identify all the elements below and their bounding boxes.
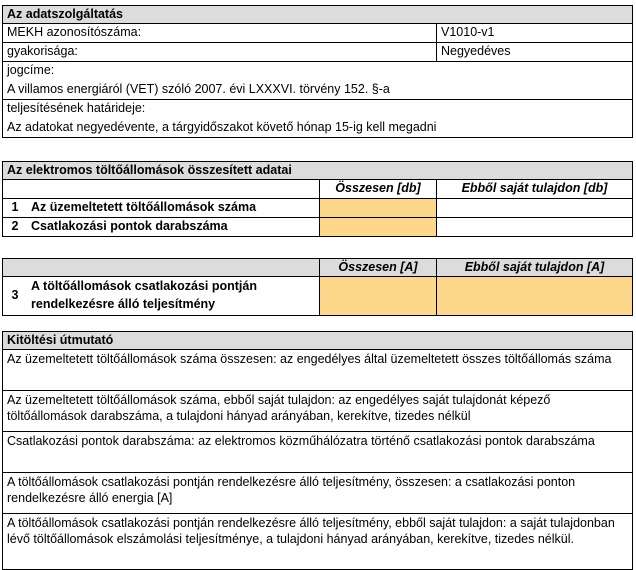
own-input[interactable] <box>436 218 632 236</box>
col-own-header: Ebből saját tulajdon [A] <box>436 259 632 276</box>
mekh-id-value: V1010-v1 <box>436 24 632 42</box>
row-number: 1 <box>11 200 19 214</box>
section-header <box>2 331 633 350</box>
charging-stations-section <box>2 161 633 237</box>
row-number: 3 <box>11 288 19 302</box>
row-label-line1: A töltőállomások csatlakozási pontján <box>31 279 257 293</box>
section-title: Az elektromos töltőállomások összesített adatai <box>7 163 292 177</box>
total-input[interactable] <box>319 277 436 315</box>
instructions-section <box>2 331 633 570</box>
legal-basis-label: jogcíme: <box>7 63 55 77</box>
row-number: 2 <box>11 219 19 233</box>
instruction-item <box>2 514 633 570</box>
section-title: Kitöltési útmutató <box>7 333 114 347</box>
legal-basis-row <box>2 62 633 100</box>
power-section <box>2 258 633 316</box>
instruction-item <box>2 391 633 432</box>
legal-basis-text: A villamos energiáról (VET) szóló 2007. évi LXXXVI. törvény 152. §-a <box>7 82 390 96</box>
row-label: Az üzemeltetett töltőállomások száma <box>31 200 257 214</box>
row-label: Csatlakozási pontok darabszáma <box>31 219 228 233</box>
own-input[interactable] <box>436 199 632 217</box>
instruction-item <box>2 432 633 473</box>
instruction-item <box>2 473 633 514</box>
instruction-item <box>2 350 633 391</box>
instruction-text: Az üzemeltetett töltőállomások száma összesen: az engedélyes által üzemeltetett összes töltőállomás száma <box>7 352 612 366</box>
total-input[interactable] <box>319 218 436 236</box>
table-row <box>2 199 633 218</box>
section-header <box>2 161 633 180</box>
table-row <box>2 277 633 316</box>
instruction-text: Az üzemeltetett töltőállomások száma, ebből saját tulajdon: az engedélyes saját tulajdonát képező töltőállomások darabszáma, a tulajdoni hányad arányában, kerekítve, tizedes nélkül <box>7 393 551 423</box>
col-own-header: Ebből saját tulajdon [db] <box>436 180 632 198</box>
instruction-text: A töltőállomások csatlakozási pontján rendelkezésre álló teljesítmény, ebből saját tulajdon: a saját tulajdonban lévő töltőállomások elszámolási teljesítménye, a tulajdoni hányad arányában, kerekítve, tizedes nélkül. <box>7 516 615 546</box>
deadline-row <box>2 100 633 138</box>
mekh-id-label: MEKH azonosítószáma: <box>7 25 142 39</box>
info-row <box>2 43 633 62</box>
frequency-value: Negyedéves <box>436 43 632 61</box>
col-total-header: Összesen [db] <box>319 180 436 198</box>
instruction-text: A töltőállomások csatlakozási pontján rendelkezésre álló teljesítmény, összesen: a csatlakozási ponton rendelkezésre álló energia [A] <box>7 475 576 505</box>
column-header-row <box>2 258 633 277</box>
section-title: Az adatszolgáltatás <box>7 7 124 21</box>
section-header <box>2 5 633 24</box>
deadline-label: teljesítésének határideje: <box>7 101 146 115</box>
data-provision-section <box>2 5 633 138</box>
col-total-header: Összesen [A] <box>319 259 436 276</box>
blank-header-cell <box>3 259 319 276</box>
blank-header-cell <box>3 180 319 198</box>
info-row <box>2 24 633 43</box>
instruction-text: Csatlakozási pontok darabszáma: az elektromos közműhálózatra történő csatlakozási pontok darabszáma <box>7 434 595 448</box>
table-row <box>2 218 633 237</box>
total-input[interactable] <box>319 199 436 217</box>
own-input[interactable] <box>436 277 632 315</box>
row-label-line2: rendelkezésre álló teljesítmény <box>31 297 216 311</box>
frequency-label: gyakorisága: <box>7 44 78 58</box>
deadline-text: Az adatokat negyedévente, a tárgyidőszakot követő hónap 15-ig kell megadni <box>7 120 437 134</box>
column-header-row <box>2 180 633 199</box>
